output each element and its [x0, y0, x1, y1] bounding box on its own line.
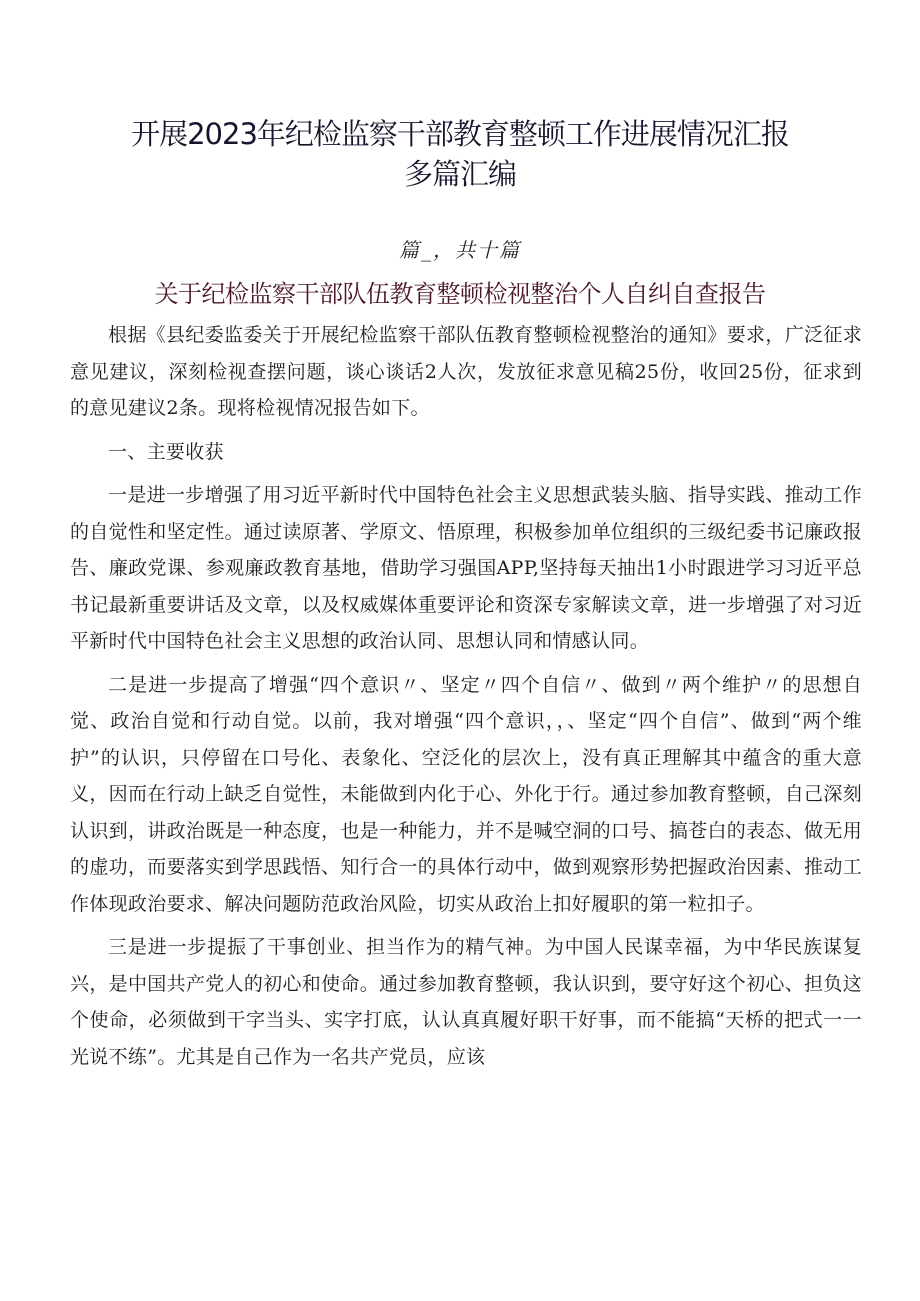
document-body: [70, 317, 862, 1082]
paragraph-point-three: 三是进一步提振了干事创业、担当作为的精气神。为中国人民谋幸福，为中华民族谋复兴，是中国共产党人的初心和使命。通过参加教育整顿，我认识到，要守好这个初心、担负这个使命，必须做到干字当头、实字打底，认认真真履好职干好事，而不能搞“天桥的把式一一光说不练”。尤其是自己作为一名共产党员，应该: [70, 936, 862, 1068]
document-title-line-1: 开展2023年纪检监察干部教育整顿工作进展情况汇报: [131, 117, 789, 151]
paragraph-intro: 根据《县纪委监委关于开展纪检监察干部队伍教育整顿检视整治的通知》要求，广泛征求意见建议，深刻检视查摆问题，谈心谈话2人次，发放征求意见稿25份，收回25份，征求到的意见建议2条。现将检视情况报告如下。: [70, 324, 862, 419]
section-heading: 关于纪检监察干部队伍教育整顿检视整治个人自纠自查报告: [154, 280, 766, 308]
paragraph-point-two: 二是进一步提高了增强“四个意识〃、坚定〃四个自信〃、做到〃两个维护〃的思想自觉、政治自觉和行动自觉。以前，我对增强“四个意识，，、坚定“四个自信”、做到“两个维护”的认识，只停留在口号化、表象化、空泛化的层次上，没有真正理解其中蕴含的重大意义，因而在行动上缺乏自觉性，未能做到内化于心、外化于行。通过参加教育整顿，自己深刻认识到，讲政治既是一种态度，也是一种能力，并不是喊空洞的口号、搞苍白的表态、做无用的虚功，而要落实到学思践悟、知行合一的具体行动中，做到观察形势把握政治因素、推动工作体现政治要求、解决问题防范政治风险，切实从政治上扣好履职的第一粒扣子。: [70, 673, 862, 915]
part-label: 篇_，共十篇: [399, 238, 521, 262]
paragraph-section-heading-gains: 一、主要收获: [108, 440, 224, 463]
document-title-line-2: 多篇汇编: [403, 157, 516, 191]
paragraph-point-one: 一是进一步增强了用习近平新时代中国特色社会主义思想武装头脑、指导实践、推动工作的自觉性和坚定性。通过读原著、学原文、悟原理，积极参加单位组织的三级纪委书记廉政报告、廉政党课、参观廉政教育基地，借助学习强国APP,坚持每天抽出1小时跟进学习习近平总书记最新重要讲话及文章，以及权威媒体重要评论和资深专家解读文章，进一步增强了对习近平新时代中国特色社会主义思想的政治认同、思想认同和情感认同。: [70, 484, 862, 652]
